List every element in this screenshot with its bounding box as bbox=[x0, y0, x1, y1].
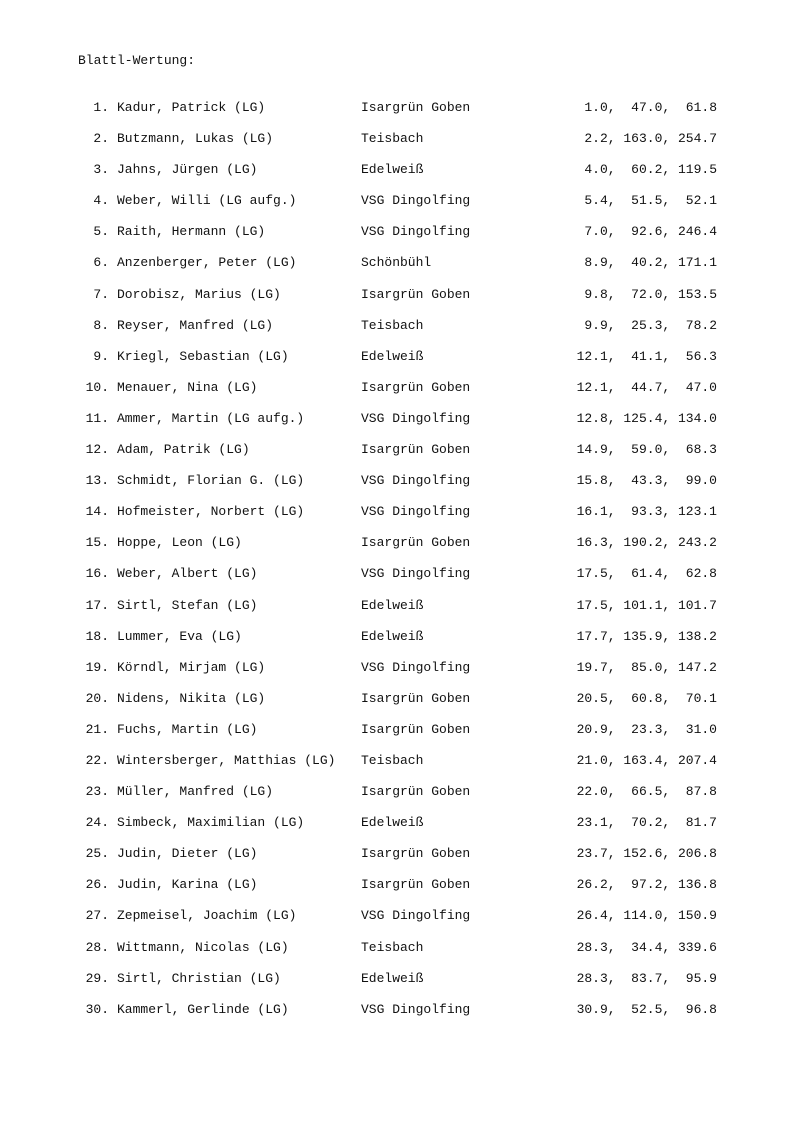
score-values: 12.1, 44.7, 47.0 bbox=[576, 379, 717, 395]
club-name: Teisbach bbox=[361, 939, 424, 955]
rank-number: 6. bbox=[93, 255, 109, 271]
shooter-name: Nidens, Nikita (LG) bbox=[117, 690, 266, 706]
score-values: 22.0, 66.5, 87.8 bbox=[576, 784, 717, 800]
list-item bbox=[0, 940, 800, 971]
club-name: Edelweiß bbox=[361, 348, 424, 364]
shooter-name: Sirtl, Christian (LG) bbox=[117, 970, 281, 986]
score-values: 28.3, 83.7, 95.9 bbox=[576, 970, 717, 986]
shooter-name: Jahns, Jürgen (LG) bbox=[117, 162, 258, 178]
list-item bbox=[0, 660, 800, 691]
rank-number: 21. bbox=[85, 721, 109, 737]
shooter-name: Kriegl, Sebastian (LG) bbox=[117, 348, 289, 364]
list-item bbox=[0, 504, 800, 535]
rank-number: 22. bbox=[85, 752, 109, 768]
score-values: 12.1, 41.1, 56.3 bbox=[576, 348, 717, 364]
shooter-name: Reyser, Manfred (LG) bbox=[117, 317, 274, 333]
list-item bbox=[0, 846, 800, 877]
rank-number: 8. bbox=[93, 317, 109, 333]
shooter-name: Müller, Manfred (LG) bbox=[117, 784, 274, 800]
club-name: VSG Dingolfing bbox=[361, 1001, 471, 1017]
shooter-name: Lummer, Eva (LG) bbox=[117, 628, 242, 644]
shooter-name: Kammerl, Gerlinde (LG) bbox=[117, 1001, 289, 1017]
club-name: VSG Dingolfing bbox=[361, 193, 471, 209]
shooter-name: Simbeck, Maximilian (LG) bbox=[117, 815, 305, 831]
club-name: Isargrün Goben bbox=[361, 721, 471, 737]
rank-number: 1. bbox=[93, 100, 109, 115]
document-heading: Blattl-Wertung: bbox=[78, 53, 196, 68]
rank-number: 2. bbox=[93, 131, 109, 147]
list-item bbox=[0, 535, 800, 566]
rank-number: 13. bbox=[85, 473, 109, 489]
score-values: 15.8, 43.3, 99.0 bbox=[576, 473, 717, 489]
shooter-name: Raith, Hermann (LG) bbox=[117, 224, 266, 240]
shooter-name: Anzenberger, Peter (LG) bbox=[117, 255, 297, 271]
club-name: VSG Dingolfing bbox=[361, 566, 471, 582]
list-item bbox=[0, 318, 800, 349]
score-values: 8.9, 40.2, 171.1 bbox=[584, 255, 717, 271]
club-name: VSG Dingolfing bbox=[361, 659, 471, 675]
list-item bbox=[0, 473, 800, 504]
score-values: 20.5, 60.8, 70.1 bbox=[576, 690, 717, 706]
score-values: 5.4, 51.5, 52.1 bbox=[584, 193, 717, 209]
club-name: Isargrün Goben bbox=[361, 379, 471, 395]
score-values: 17.5, 61.4, 62.8 bbox=[576, 566, 717, 582]
score-values: 1.0, 47.0, 61.8 bbox=[584, 100, 717, 115]
club-name: Edelweiß bbox=[361, 970, 424, 986]
score-values: 23.1, 70.2, 81.7 bbox=[576, 815, 717, 831]
score-values: 16.1, 93.3, 123.1 bbox=[576, 504, 717, 520]
list-item bbox=[0, 753, 800, 784]
score-values: 12.8, 125.4, 134.0 bbox=[576, 410, 717, 426]
rank-number: 9. bbox=[93, 348, 109, 364]
list-item bbox=[0, 877, 800, 908]
rank-number: 18. bbox=[85, 628, 109, 644]
shooter-name: Wintersberger, Matthias (LG) bbox=[117, 752, 336, 768]
shooter-name: Judin, Karina (LG) bbox=[117, 877, 258, 893]
rank-number: 3. bbox=[93, 162, 109, 178]
rank-number: 7. bbox=[93, 286, 109, 302]
club-name: VSG Dingolfing bbox=[361, 410, 471, 426]
club-name: Edelweiß bbox=[361, 628, 424, 644]
score-values: 19.7, 85.0, 147.2 bbox=[576, 659, 717, 675]
shooter-name: Weber, Willi (LG aufg.) bbox=[117, 193, 297, 209]
shooter-name: Kadur, Patrick (LG) bbox=[117, 100, 266, 115]
list-item bbox=[0, 815, 800, 846]
list-item bbox=[0, 784, 800, 815]
club-name: Edelweiß bbox=[361, 162, 424, 178]
rank-number: 27. bbox=[85, 908, 109, 924]
club-name: VSG Dingolfing bbox=[361, 908, 471, 924]
list-item bbox=[0, 442, 800, 473]
score-values: 2.2, 163.0, 254.7 bbox=[584, 131, 717, 147]
shooter-name: Hoppe, Leon (LG) bbox=[117, 535, 242, 551]
rank-number: 28. bbox=[85, 939, 109, 955]
club-name: Teisbach bbox=[361, 317, 424, 333]
list-item bbox=[0, 255, 800, 286]
club-name: Isargrün Goben bbox=[361, 784, 471, 800]
list-item bbox=[0, 411, 800, 442]
club-name: Isargrün Goben bbox=[361, 286, 471, 302]
rank-number: 15. bbox=[85, 535, 109, 551]
list-item bbox=[0, 162, 800, 193]
club-name: VSG Dingolfing bbox=[361, 224, 471, 240]
list-item bbox=[0, 224, 800, 255]
score-values: 21.0, 163.4, 207.4 bbox=[576, 752, 717, 768]
list-item bbox=[0, 691, 800, 722]
score-values: 20.9, 23.3, 31.0 bbox=[576, 721, 717, 737]
rank-number: 4. bbox=[93, 193, 109, 209]
shooter-name: Judin, Dieter (LG) bbox=[117, 846, 258, 862]
list-item bbox=[0, 1002, 800, 1033]
shooter-name: Fuchs, Martin (LG) bbox=[117, 721, 258, 737]
score-values: 7.0, 92.6, 246.4 bbox=[584, 224, 717, 240]
club-name: Isargrün Goben bbox=[361, 442, 471, 458]
club-name: Teisbach bbox=[361, 752, 424, 768]
score-values: 30.9, 52.5, 96.8 bbox=[576, 1001, 717, 1017]
rank-number: 11. bbox=[85, 410, 109, 426]
shooter-name: Dorobisz, Marius (LG) bbox=[117, 286, 281, 302]
rank-number: 29. bbox=[85, 970, 109, 986]
score-values: 9.9, 25.3, 78.2 bbox=[584, 317, 717, 333]
score-values: 17.7, 135.9, 138.2 bbox=[576, 628, 717, 644]
score-values: 4.0, 60.2, 119.5 bbox=[584, 162, 717, 178]
club-name: Isargrün Goben bbox=[361, 877, 471, 893]
club-name: Isargrün Goben bbox=[361, 846, 471, 862]
rank-number: 17. bbox=[85, 597, 109, 613]
list-item bbox=[0, 971, 800, 1002]
score-values: 16.3, 190.2, 243.2 bbox=[576, 535, 717, 551]
list-item bbox=[0, 193, 800, 224]
shooter-name: Menauer, Nina (LG) bbox=[117, 379, 258, 395]
rank-number: 5. bbox=[93, 224, 109, 240]
rank-number: 24. bbox=[85, 815, 109, 831]
list-item bbox=[0, 349, 800, 380]
shooter-name: Ammer, Martin (LG aufg.) bbox=[117, 410, 305, 426]
list-item bbox=[0, 287, 800, 318]
list-item bbox=[0, 100, 800, 131]
rank-number: 10. bbox=[85, 379, 109, 395]
list-item bbox=[0, 566, 800, 597]
shooter-name: Adam, Patrik (LG) bbox=[117, 442, 250, 458]
shooter-name: Zepmeisel, Joachim (LG) bbox=[117, 908, 297, 924]
club-name: Isargrün Goben bbox=[361, 100, 471, 115]
score-values: 14.9, 59.0, 68.3 bbox=[576, 442, 717, 458]
rank-number: 20. bbox=[85, 690, 109, 706]
rank-number: 14. bbox=[85, 504, 109, 520]
rank-number: 16. bbox=[85, 566, 109, 582]
score-values: 26.4, 114.0, 150.9 bbox=[576, 908, 717, 924]
rank-number: 26. bbox=[85, 877, 109, 893]
club-name: VSG Dingolfing bbox=[361, 504, 471, 520]
rank-number: 30. bbox=[85, 1001, 109, 1017]
ranking-list bbox=[0, 100, 800, 1033]
rank-number: 23. bbox=[85, 784, 109, 800]
shooter-name: Sirtl, Stefan (LG) bbox=[117, 597, 258, 613]
shooter-name: Schmidt, Florian G. (LG) bbox=[117, 473, 305, 489]
club-name: VSG Dingolfing bbox=[361, 473, 471, 489]
shooter-name: Körndl, Mirjam (LG) bbox=[117, 659, 266, 675]
score-values: 23.7, 152.6, 206.8 bbox=[576, 846, 717, 862]
shooter-name: Hofmeister, Norbert (LG) bbox=[117, 504, 305, 520]
shooter-name: Butzmann, Lukas (LG) bbox=[117, 131, 274, 147]
rank-number: 12. bbox=[85, 442, 109, 458]
rank-number: 25. bbox=[85, 846, 109, 862]
club-name: Edelweiß bbox=[361, 815, 424, 831]
score-values: 9.8, 72.0, 153.5 bbox=[584, 286, 717, 302]
rank-number: 19. bbox=[85, 659, 109, 675]
club-name: Isargrün Goben bbox=[361, 690, 471, 706]
list-item bbox=[0, 908, 800, 939]
list-item bbox=[0, 598, 800, 629]
club-name: Isargrün Goben bbox=[361, 535, 471, 551]
score-values: 17.5, 101.1, 101.7 bbox=[576, 597, 717, 613]
list-item bbox=[0, 380, 800, 411]
club-name: Teisbach bbox=[361, 131, 424, 147]
club-name: Schönbühl bbox=[361, 255, 432, 271]
list-item bbox=[0, 131, 800, 162]
score-values: 26.2, 97.2, 136.8 bbox=[576, 877, 717, 893]
shooter-name: Weber, Albert (LG) bbox=[117, 566, 258, 582]
shooter-name: Wittmann, Nicolas (LG) bbox=[117, 939, 289, 955]
score-values: 28.3, 34.4, 339.6 bbox=[576, 939, 717, 955]
club-name: Edelweiß bbox=[361, 597, 424, 613]
list-item bbox=[0, 629, 800, 660]
list-item bbox=[0, 722, 800, 753]
